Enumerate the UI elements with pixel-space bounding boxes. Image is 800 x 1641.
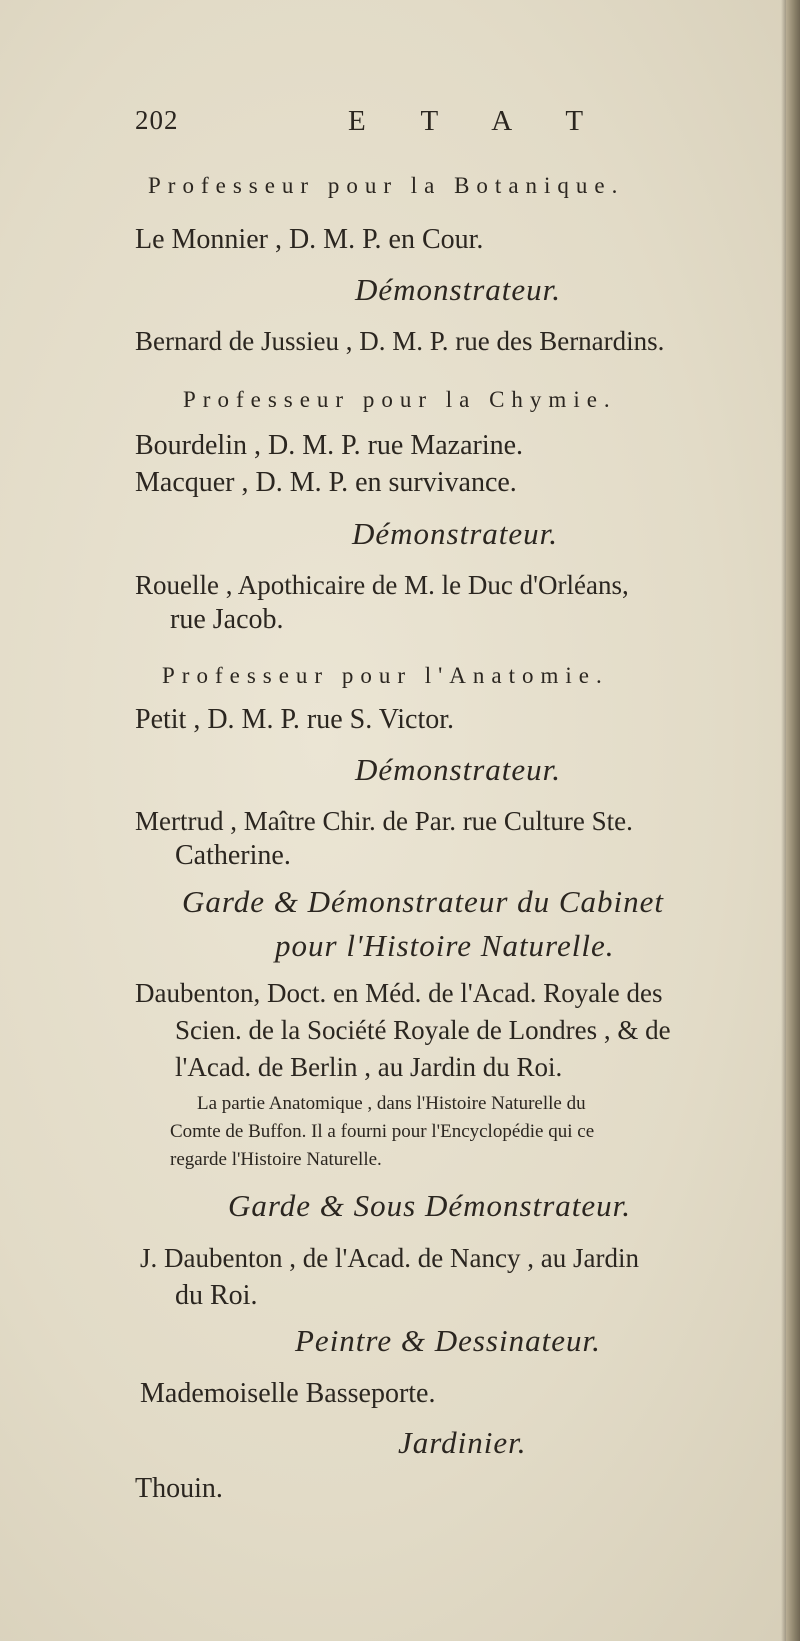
role-title-cabinet-line-1: Garde & Démonstrateur du Cabinet [182,884,665,919]
entry-chemistry-demonstrator-line-2: rue Jacob. [170,604,284,635]
role-title-gardener: Jardinier. [398,1425,527,1460]
entry-sub-demonstrator-line-2: du Roi. [175,1280,258,1311]
role-title-cabinet-line-2: pour l'Histoire Naturelle. [275,928,615,963]
role-title-botany-demonstrator: Démonstrateur. [355,272,562,307]
note-cabinet-line-2: Comte de Buffon. Il a fourni pour l'Encyclopédie qui ce [170,1121,595,1142]
role-title-chemistry-demonstrator: Démonstrateur. [352,516,559,551]
entry-botany-demonstrator: Bernard de Jussieu , D. M. P. rue des Bernardins. [135,326,665,356]
entry-anatomy-professor: Petit , D. M. P. rue S. Victor. [135,704,455,735]
entry-gardener: Thouin. [135,1473,223,1504]
page-number: 202 [135,105,179,135]
entry-sub-demonstrator-line-1: J. Daubenton , de l'Acad. de Nancy , au Jardin [140,1243,639,1273]
entry-cabinet-line-1: Daubenton, Doct. en Méd. de l'Acad. Royale des [135,978,663,1008]
note-cabinet-line-1: La partie Anatomique , dans l'Histoire Naturelle du [197,1093,586,1114]
role-title-anatomy-demonstrator: Démonstrateur. [355,752,562,787]
note-cabinet-line-3: regarde l'Histoire Naturelle. [170,1149,382,1170]
book-gutter [786,0,800,1641]
entry-chemistry-professor-2: Macquer , D. M. P. en survivance. [135,467,517,498]
section-heading-anatomy: Professeur pour l'Anatomie. [162,663,609,688]
section-heading-botany: Professeur pour la Botanique. [148,173,625,198]
role-title-painter: Peintre & Dessinateur. [295,1323,601,1358]
page-title: E T A T [348,105,608,137]
entry-botany-professor: Le Monnier , D. M. P. en Cour. [135,224,484,255]
entry-chemistry-professor-1: Bourdelin , D. M. P. rue Mazarine. [135,430,524,461]
role-title-sub-demonstrator: Garde & Sous Démonstrateur. [228,1188,632,1223]
entry-cabinet-line-3: l'Acad. de Berlin , au Jardin du Roi. [175,1052,563,1082]
entry-painter: Mademoiselle Basseporte. [140,1378,436,1409]
entry-cabinet-line-2: Scien. de la Société Royale de Londres , & de [175,1015,671,1045]
entry-anatomy-demonstrator-line-2: Catherine. [175,840,291,871]
entry-anatomy-demonstrator-line-1: Mertrud , Maître Chir. de Par. rue Culture Ste. [135,806,633,836]
section-heading-chemistry: Professeur pour la Chymie. [183,387,617,412]
entry-chemistry-demonstrator-line-1: Rouelle , Apothicaire de M. le Duc d'Orléans, [135,570,629,600]
